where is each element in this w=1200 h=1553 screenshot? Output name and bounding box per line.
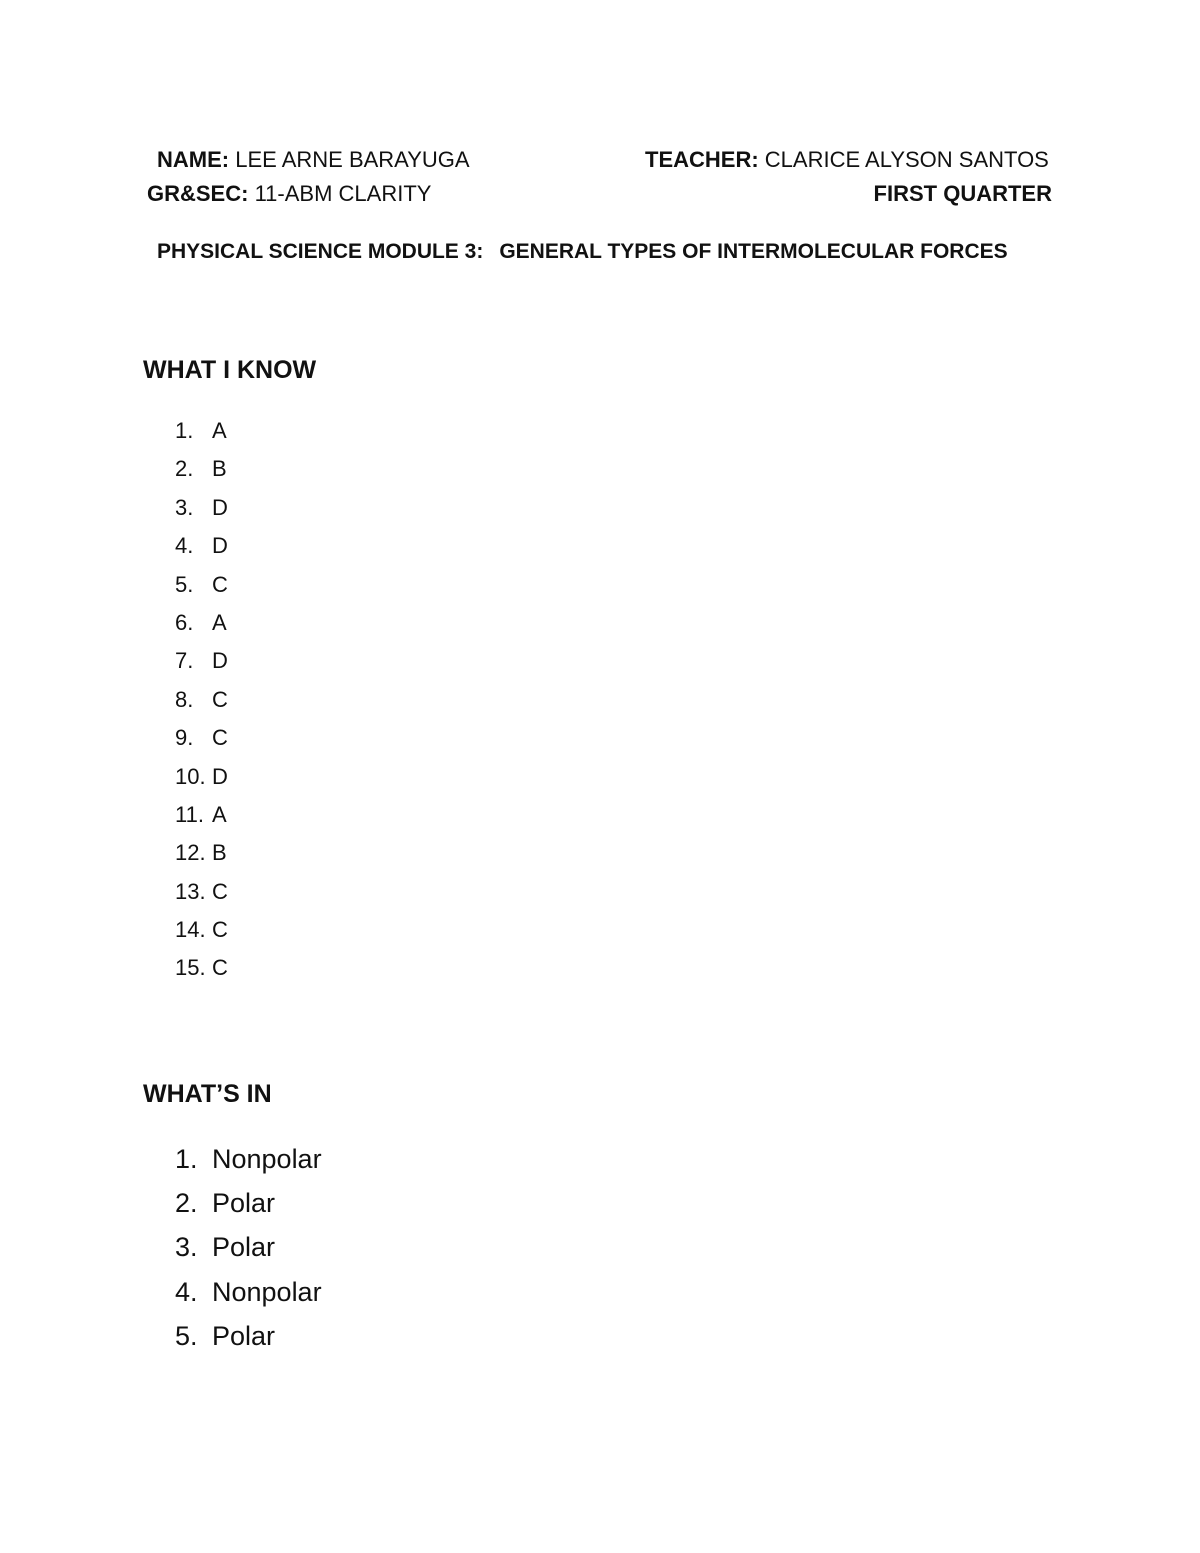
item-number: 12.: [175, 840, 206, 866]
item-number: 7.: [175, 648, 194, 674]
list-item: [175, 764, 228, 802]
item-answer: D: [212, 533, 228, 559]
item-answer: C: [212, 725, 228, 751]
item-number: 3.: [175, 494, 194, 520]
item-answer: Polar: [212, 1232, 276, 1263]
item-number: 6.: [175, 609, 194, 635]
list-item: [175, 1276, 322, 1320]
grsec-value: 11-ABM CLARITY: [254, 181, 432, 206]
item-answer: B: [212, 456, 227, 482]
list-item: [175, 725, 228, 763]
item-answer: A: [212, 418, 227, 443]
item-number: 3.: [175, 1232, 198, 1263]
grsec-label: GR&SEC:: [147, 181, 249, 206]
item-answer: D: [212, 648, 228, 674]
whats-in-heading: WHAT’S IN: [143, 1080, 272, 1108]
list-item: [175, 1187, 322, 1231]
item-number: 2.: [175, 1188, 198, 1219]
list-item: [175, 1231, 322, 1275]
list-item: [175, 418, 228, 456]
item-answer: C: [212, 917, 228, 943]
item-number: 9.: [175, 725, 194, 751]
item-number: 15.: [175, 955, 206, 981]
item-number: 2.: [175, 456, 194, 482]
item-number: 1.: [175, 1144, 198, 1174]
list-item: [175, 1143, 322, 1187]
item-answer: B: [212, 840, 227, 866]
list-item: [175, 648, 228, 686]
name-label: NAME:: [157, 147, 230, 172]
list-item: [175, 495, 228, 533]
list-item: [175, 802, 228, 840]
item-answer: C: [212, 686, 228, 712]
whats-in-list: [175, 1143, 322, 1364]
list-item: [175, 879, 228, 917]
item-number: 8.: [175, 686, 194, 712]
item-number: 1.: [175, 418, 194, 443]
module-title: [157, 239, 1008, 265]
what-i-know-list: [175, 418, 228, 994]
grade-section: [147, 181, 431, 207]
module-title-part1: PHYSICAL SCIENCE MODULE 3:: [157, 240, 484, 263]
item-number: 5.: [175, 1320, 198, 1351]
item-number: 13.: [175, 878, 206, 904]
list-item: [175, 610, 228, 648]
teacher-value: CLARICE ALYSON SANTOS: [764, 147, 1049, 172]
item-answer: Nonpolar: [212, 1276, 322, 1307]
teacher-label: TEACHER:: [645, 147, 759, 172]
module-title-part2: GENERAL TYPES OF INTERMOLECULAR FORCES: [499, 240, 1008, 263]
list-item: [175, 917, 228, 955]
item-answer: A: [212, 609, 227, 635]
student-name: [157, 147, 470, 173]
item-answer: C: [212, 878, 228, 904]
list-item: [175, 1320, 322, 1364]
quarter-label: FIRST QUARTER: [873, 181, 1052, 206]
list-item: [175, 955, 228, 993]
item-answer: D: [212, 494, 228, 520]
list-item: [175, 456, 228, 494]
item-answer: Nonpolar: [212, 1144, 322, 1174]
teacher-name: [645, 147, 1049, 173]
list-item: [175, 687, 228, 725]
list-item: [175, 572, 228, 610]
item-number: 14.: [175, 917, 206, 943]
item-number: 11.: [175, 801, 204, 827]
item-answer: Polar: [212, 1320, 276, 1351]
item-answer: Polar: [212, 1188, 276, 1219]
item-answer: C: [212, 571, 228, 597]
item-number: 5.: [175, 571, 194, 597]
item-answer: D: [212, 763, 228, 789]
item-number: 4.: [175, 1276, 198, 1307]
item-number: 4.: [175, 533, 194, 559]
item-answer: A: [212, 801, 227, 827]
what-i-know-heading: WHAT I KNOW: [143, 356, 317, 384]
list-item: [175, 533, 228, 571]
item-answer: C: [212, 955, 228, 981]
name-value: LEE ARNE BARAYUGA: [235, 147, 470, 172]
item-number: 10.: [175, 763, 206, 789]
list-item: [175, 840, 228, 878]
